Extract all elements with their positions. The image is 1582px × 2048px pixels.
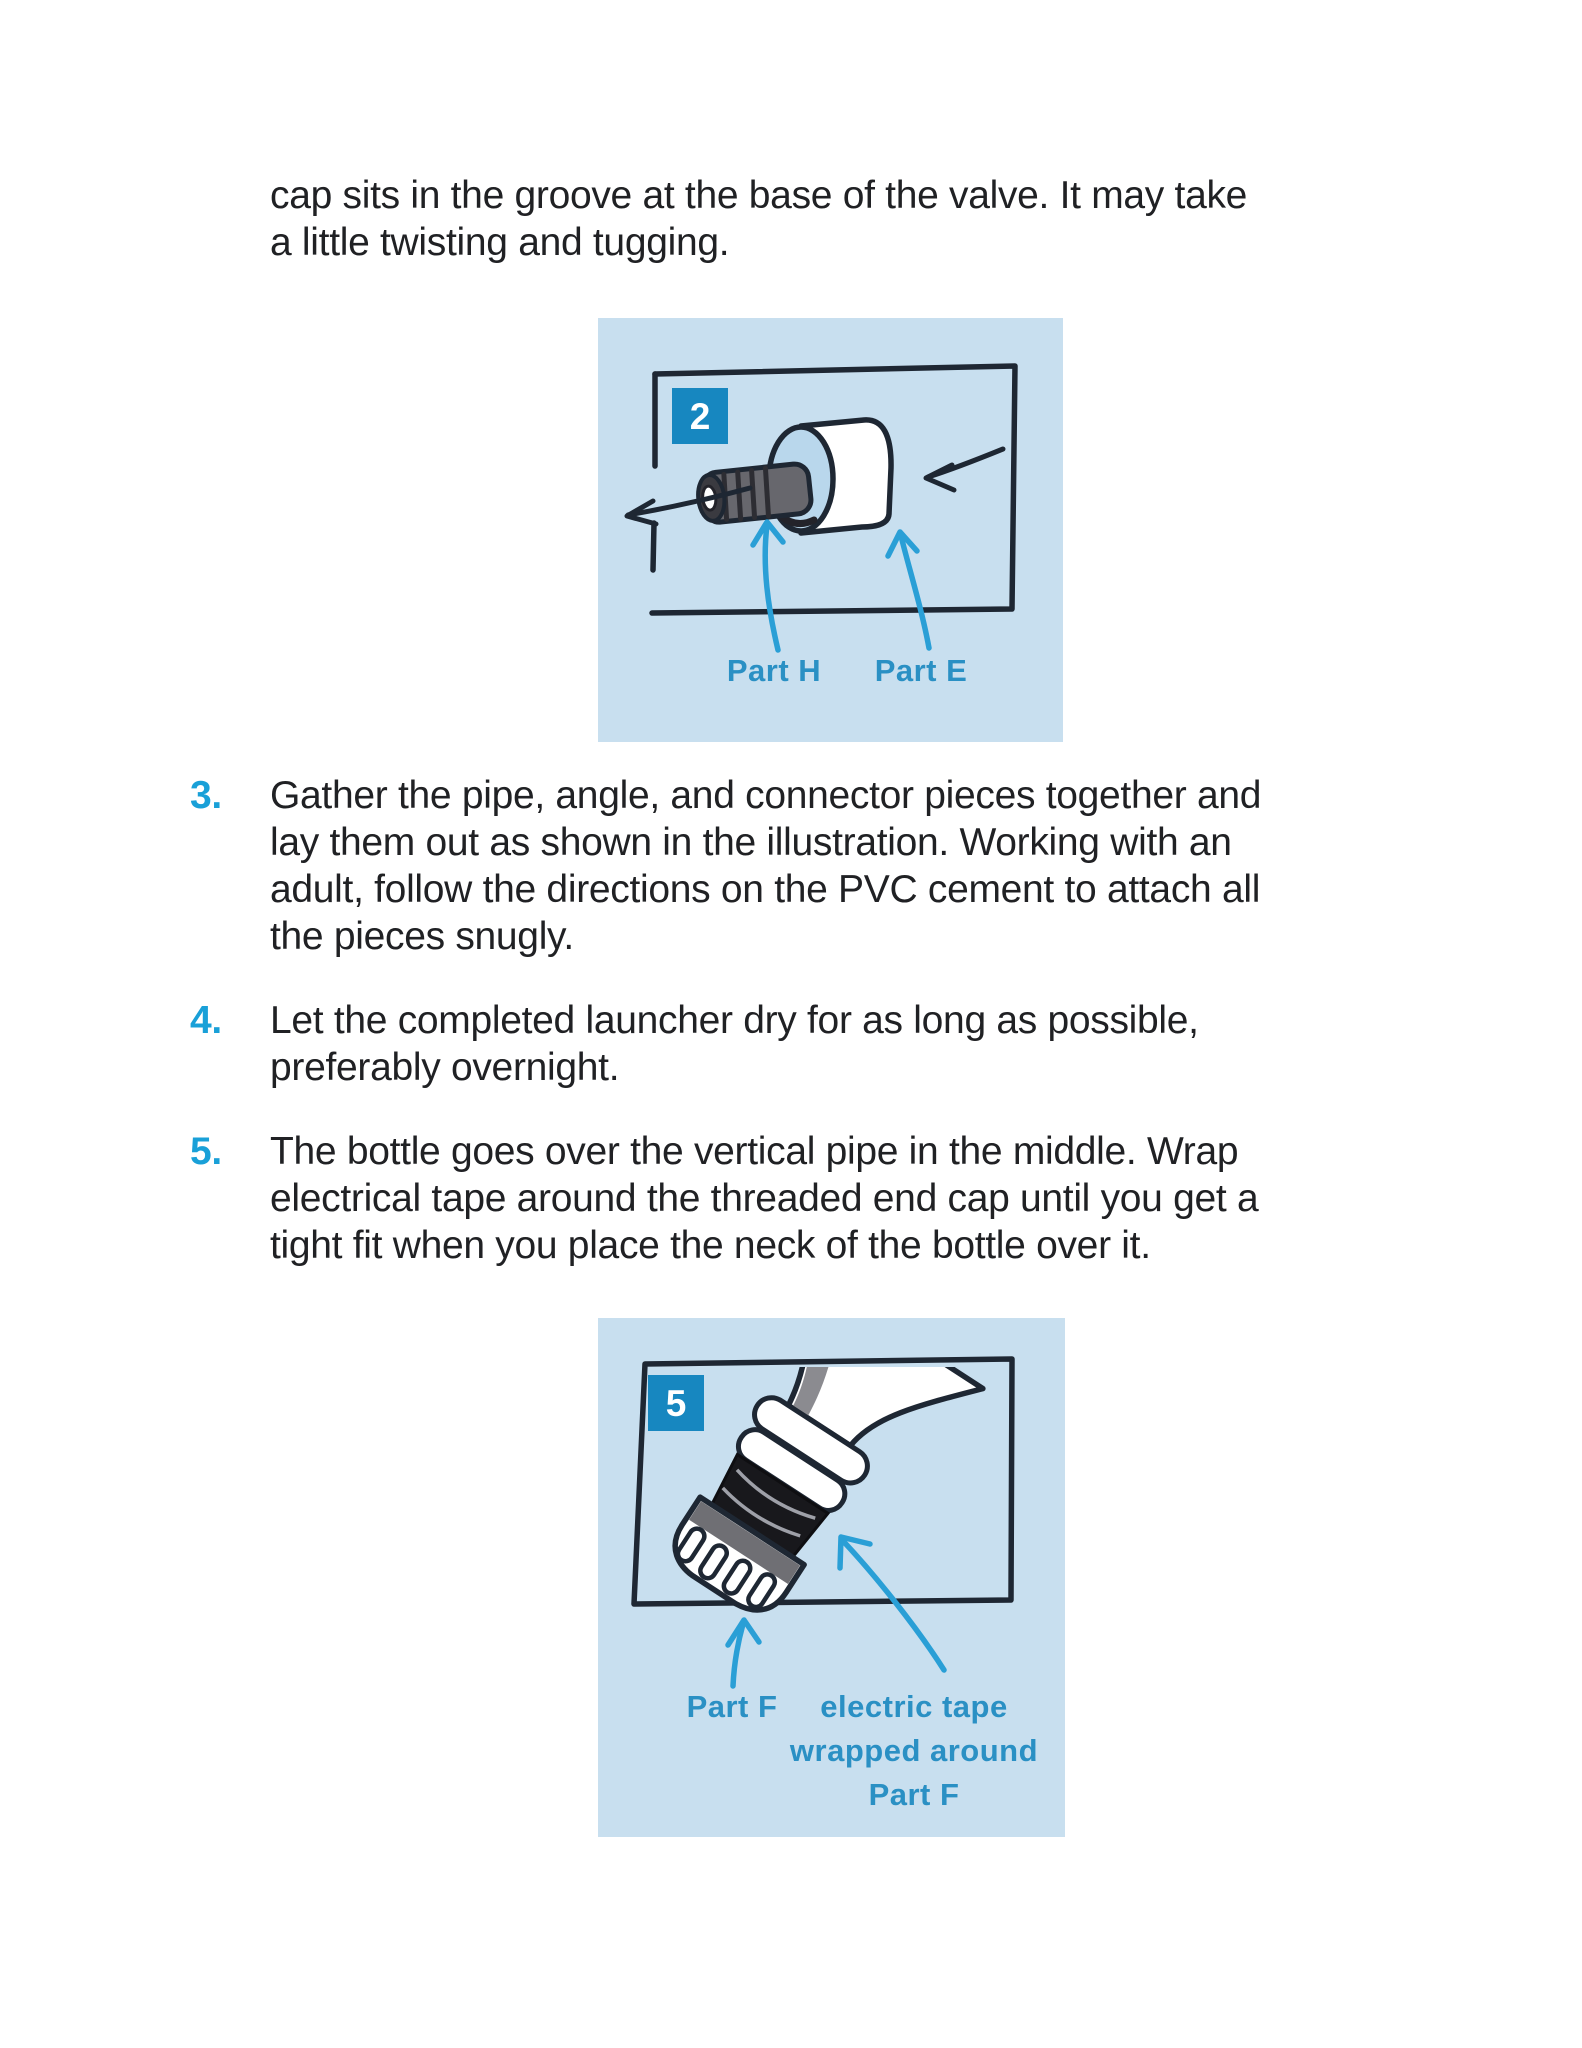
figure-valve-illustration: [598, 318, 1063, 742]
step-number: 5.: [190, 1130, 222, 1173]
pointer-arrow-part-e-icon: [888, 532, 929, 648]
step-text: [270, 772, 1261, 960]
step-number: 4.: [190, 999, 222, 1042]
part-f-label: Part F: [686, 1689, 778, 1724]
pointer-arrow-part-h-icon: [753, 522, 783, 650]
step-text: [270, 997, 1199, 1091]
part-e-label: Part E: [874, 653, 968, 688]
step-text-line: adult, follow the directions on the PVC cement to attach all: [270, 868, 1261, 911]
badge-number: 2: [689, 396, 711, 437]
part-h-label: Part H: [726, 653, 822, 688]
step-text-line: electrical tape around the threaded end cap until you get a: [270, 1177, 1259, 1220]
step-item-5: [190, 1128, 1258, 1269]
step-text-line: Let the completed launcher dry for as long as possible,: [270, 999, 1199, 1042]
step-text-line: the pieces snugly.: [270, 915, 574, 958]
badge-number: 5: [665, 1383, 687, 1424]
push-arrow-right-icon: [926, 449, 1003, 490]
tape-caption-line: wrapped around: [789, 1733, 1039, 1768]
step-text-line: preferably overnight.: [270, 1046, 620, 1089]
intro-paragraph: [270, 172, 1247, 266]
step-text-line: tight fit when you place the neck of the bottle over it.: [270, 1224, 1151, 1267]
tape-caption-line: Part F: [868, 1777, 960, 1812]
step-text-line: lay them out as shown in the illustration. Working with an: [270, 821, 1232, 864]
paragraph-line: a little twisting and tugging.: [270, 221, 730, 264]
tape-caption-line: electric tape: [820, 1689, 1008, 1724]
valve-stem: [696, 463, 813, 524]
step-badge: [672, 388, 728, 444]
valve-drawing: [598, 318, 1063, 742]
step-badge: [648, 1375, 704, 1431]
pointer-arrow-part-f-icon: [728, 1620, 759, 1686]
step-item-3: [190, 772, 1261, 960]
figure-bottle-illustration: [598, 1318, 1065, 1837]
bottle-drawing: [598, 1318, 1065, 1837]
paragraph-line: cap sits in the groove at the base of the valve. It may take: [270, 174, 1248, 217]
step-text-line: Gather the pipe, angle, and connector pieces together and: [270, 774, 1262, 817]
step-number: 3.: [190, 774, 222, 817]
step-item-4: [190, 997, 1199, 1091]
step-text-line: The bottle goes over the vertical pipe in the middle. Wrap: [270, 1130, 1239, 1173]
step-text: [270, 1128, 1258, 1269]
